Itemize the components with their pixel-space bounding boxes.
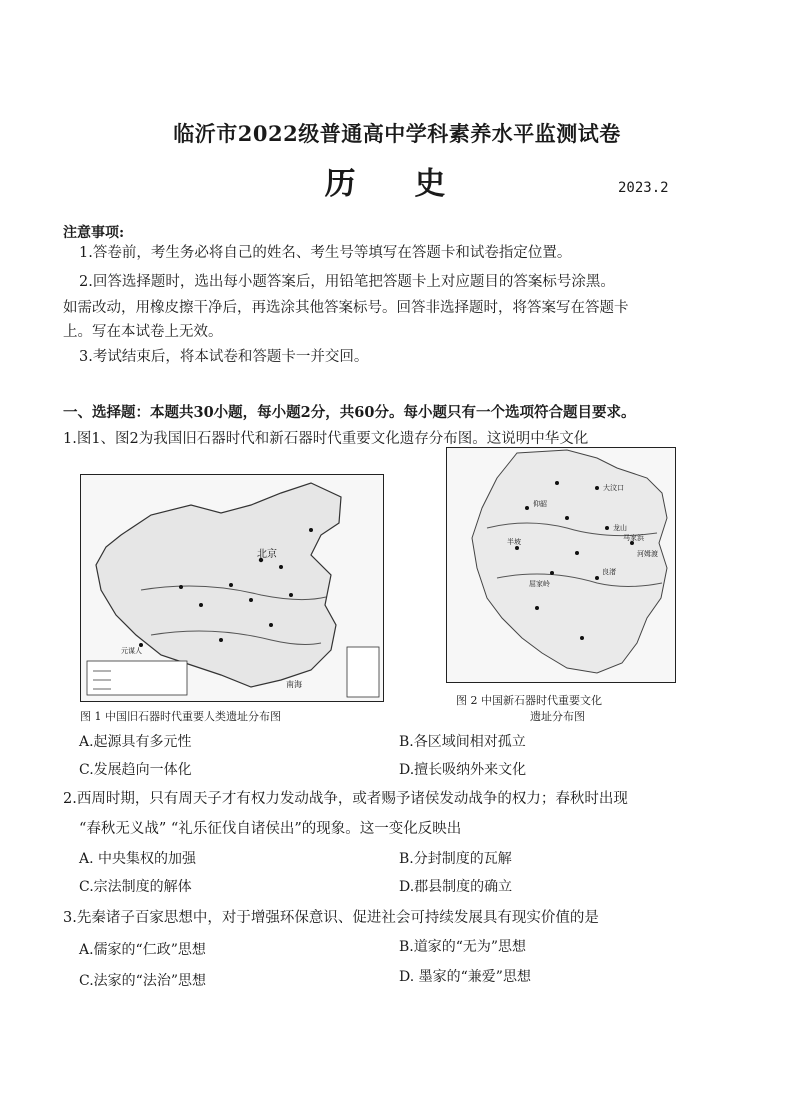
exam-date: 2023.2 xyxy=(618,180,669,196)
notice-line-4: 上。写在本试卷上无效。 xyxy=(63,324,223,340)
q3-stem: 3.先秦诸子百家思想中，对于增强环保意识、促进社会可持续发展具有现实价值的是 xyxy=(63,910,599,926)
section-heading: 一、选择题：本题共30小题，每小题2分，共60分。每小题只有一个选项符合题目要求。 xyxy=(63,404,636,421)
q2-option-c[interactable]: C.宗法制度的解体 xyxy=(79,879,192,895)
q3-option-c[interactable]: C.法家的“法治”思想 xyxy=(79,973,206,989)
fig1-label-beijing: 北京 xyxy=(257,549,277,560)
fig2-label-liangzhu: 良渚 xyxy=(602,568,616,576)
figure-1-svg xyxy=(81,475,383,701)
figure-2-map xyxy=(446,447,676,683)
q1-option-c[interactable]: C.发展趋向一体化 xyxy=(79,762,192,778)
fig1-label-yuanmou: 元谋人 xyxy=(121,647,142,655)
q1-option-a[interactable]: A.起源具有多元性 xyxy=(79,734,192,750)
fig2-label-longshan: 龙山 xyxy=(613,524,627,532)
fig2-label-banpo: 半坡 xyxy=(507,538,521,546)
q1-option-b[interactable]: B.各区域间相对孤立 xyxy=(399,734,526,750)
q3-option-b[interactable]: B.道家的“无为”思想 xyxy=(399,939,527,955)
fig2-label-dawenkou: 大汶口 xyxy=(603,484,624,492)
q2-stem-line2: “春秋无义战” “礼乐征伐自诸侯出”的现象。这一变化反映出 xyxy=(79,821,462,837)
notice-line-2: 2.回答选择题时，选出每小题答案后，用铅笔把答题卡上对应题目的答案标号涂黑。 xyxy=(79,274,615,290)
notice-heading: 注意事项: xyxy=(63,225,125,241)
fig2-label-hemudu: 河姆渡 xyxy=(637,550,658,558)
figure-2-caption-line2: 遗址分布图 xyxy=(530,710,585,723)
notice-line-3: 如需改动，用橡皮擦干净后，再选涂其他答案标号。回答非选择题时，将答案写在答题卡 xyxy=(63,300,629,316)
q1-stem: 1.图1、图2为我国旧石器时代和新石器时代重要文化遗存分布图。这说明中华文化 xyxy=(63,431,589,447)
fig2-label-majiabang: 马家浜 xyxy=(623,534,644,542)
q2-option-d[interactable]: D.郡县制度的确立 xyxy=(399,879,513,895)
fig1-label-nanhai: 南海 xyxy=(286,680,302,689)
figure-2-caption-line1: 图 2 中国新石器时代重要文化 xyxy=(456,694,602,707)
figure-1-caption: 图 1 中国旧石器时代重要人类遗址分布图 xyxy=(80,710,281,723)
q2-option-b[interactable]: B.分封制度的瓦解 xyxy=(399,851,512,867)
q3-option-d[interactable]: D. 墨家的“兼爱”思想 xyxy=(399,969,531,985)
notice-line-5: 3.考试结束后，将本试卷和答题卡一并交回。 xyxy=(79,349,369,365)
figure-2-svg xyxy=(447,448,675,682)
q2-option-a[interactable]: A. 中央集权的加强 xyxy=(79,851,197,867)
fig2-label-qujialing: 屈家岭 xyxy=(529,580,550,588)
q3-option-a[interactable]: A.儒家的“仁政”思想 xyxy=(79,942,206,958)
q1-option-d[interactable]: D.擅长吸纳外来文化 xyxy=(399,762,527,778)
exam-title: 临沂市2022级普通高中学科素养水平监测试卷 xyxy=(173,121,621,146)
notice-line-1: 1.答卷前，考生务必将自己的姓名、考生号等填写在答题卡和试卷指定位置。 xyxy=(79,245,572,261)
q2-stem-line1: 2.西周时期，只有周天子才有权力发动战争，或者赐予诸侯发动战争的权力；春秋时出现 xyxy=(63,791,628,807)
fig2-label-yangshao: 仰韶 xyxy=(533,500,547,508)
figure-1-map xyxy=(80,474,384,702)
subject-title: 历 史 xyxy=(324,166,470,202)
